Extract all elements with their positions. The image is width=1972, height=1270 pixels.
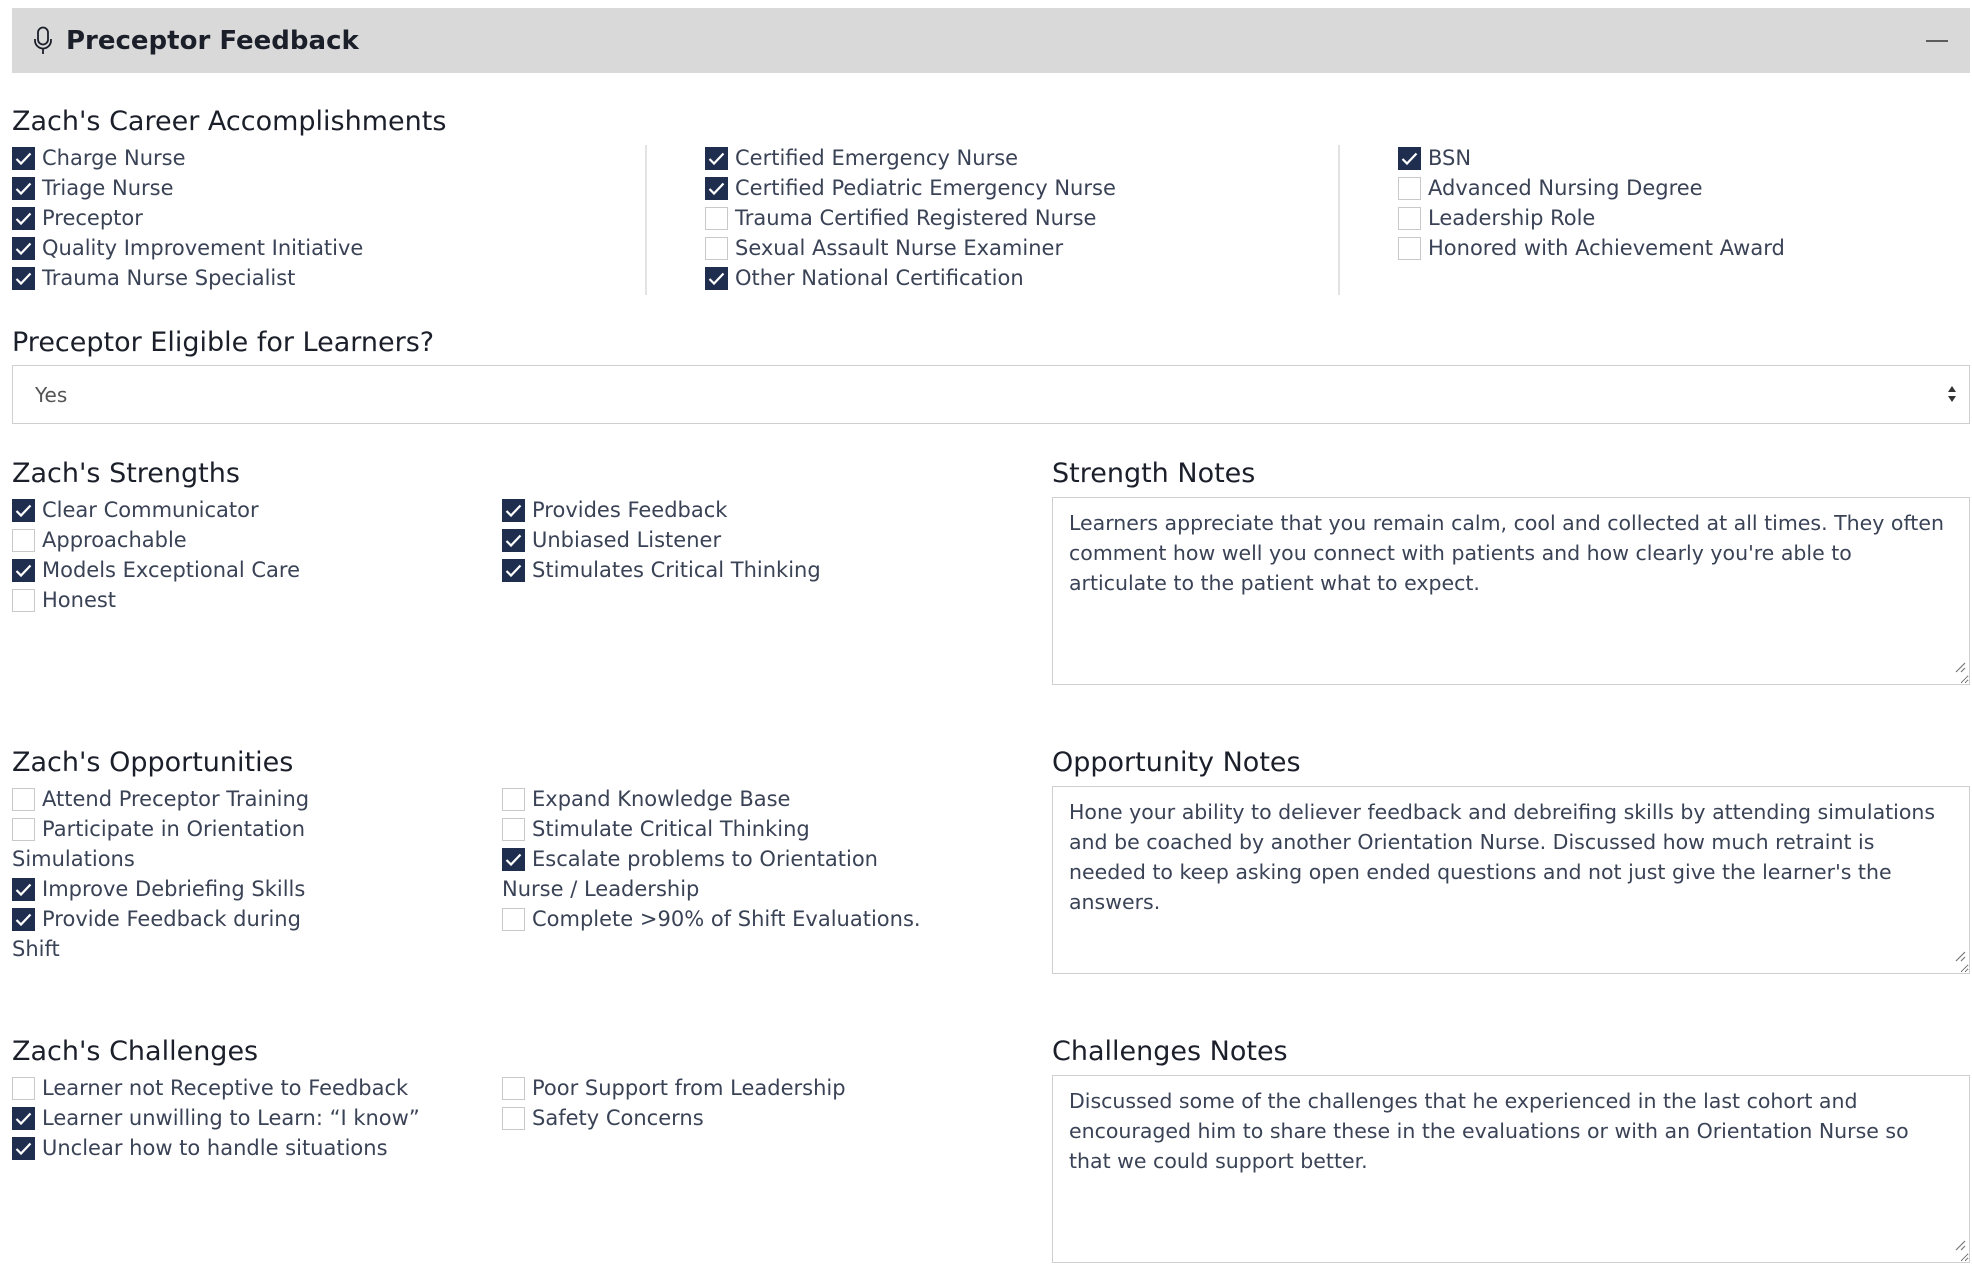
checkbox-item[interactable] [12,495,300,525]
checkbox-checked[interactable] [12,207,35,230]
checkbox-unchecked[interactable] [12,788,35,811]
accomplishments-column-2 [705,143,1116,293]
checkbox-item[interactable] [12,143,363,173]
checkbox-item[interactable] [502,555,821,585]
checkbox-checked[interactable] [705,147,728,170]
checkbox-label: Leadership Role [1428,206,1596,230]
checkbox-checked[interactable] [12,908,35,931]
check-icon [15,182,32,196]
eligible-select-value: Yes [35,382,68,407]
check-icon [15,1112,32,1126]
checkbox-label: Honest [42,588,117,612]
checkbox-unchecked[interactable] [502,908,525,931]
checkbox-item[interactable] [705,143,1116,173]
checkbox-checked[interactable] [12,147,35,170]
checkbox-item[interactable] [1398,173,1785,203]
checkbox-checked[interactable] [12,1107,35,1130]
checkbox-label: Unclear how to handle situations [42,1136,388,1160]
microphone-icon [30,24,56,58]
select-arrows-icon [1947,384,1957,409]
check-icon [15,242,32,256]
eligible-heading: Preceptor Eligible for Learners? [12,327,435,358]
checkbox-unchecked[interactable] [502,818,525,841]
checkbox-label: Unbiased Listener [532,528,722,552]
checkbox-checked[interactable] [12,559,35,582]
strengths-column-2 [502,495,821,585]
opportunity-notes-text: Hone your ability to deliever feedback and debreifing skills by attending simulations and be coached by another Orientation Nurse. Discussed how much retraint is needed to keep asking open ended questions and not just give the learner's the answers. [1069,800,1936,914]
checkbox-label: Provide Feedback during Shift [12,907,301,961]
checkbox-label: Certified Emergency Nurse [735,146,1019,170]
checkbox-label: Clear Communicator [42,498,259,522]
checkbox-item[interactable] [705,233,1116,263]
checkbox-item[interactable] [12,1133,420,1163]
check-icon [15,272,32,286]
checkbox-label: Stimulates Critical Thinking [532,558,821,582]
check-icon [15,913,32,927]
checkbox-label: Escalate problems to Orientation Nurse / Leadership [502,847,878,901]
checkbox-item[interactable] [12,904,332,964]
challenges-notes-textarea[interactable] [1052,1075,1970,1263]
check-icon [708,272,725,286]
challenges-column-2 [502,1073,846,1133]
column-divider [1338,145,1340,295]
checkbox-item[interactable] [12,233,363,263]
checkbox-checked[interactable] [705,267,728,290]
opportunities-heading: Zach's Opportunities [12,747,294,778]
checkbox-checked[interactable] [705,177,728,200]
checkbox-label: Improve Debriefing Skills [42,877,306,901]
checkbox-item[interactable] [502,525,821,555]
checkbox-label: Charge Nurse [42,146,186,170]
strength-notes-heading: Strength Notes [1052,458,1256,489]
checkbox-label: Trauma Nurse Specialist [42,266,296,290]
accomplishments-column-3 [1398,143,1785,263]
checkbox-label: Stimulate Critical Thinking [532,817,810,841]
checkbox-checked[interactable] [1398,147,1421,170]
accomplishments-column-1 [12,143,363,293]
checkbox-unchecked[interactable] [705,207,728,230]
checkbox-item[interactable] [12,784,332,814]
checkbox-checked[interactable] [502,499,525,522]
checkbox-label: Triage Nurse [42,176,174,200]
checkbox-item[interactable] [1398,233,1785,263]
checkbox-checked[interactable] [12,267,35,290]
resize-grip-icon[interactable] [1954,1229,1966,1259]
resize-grip-icon[interactable] [1954,940,1966,970]
column-divider [645,145,647,295]
checkbox-label: Quality Improvement Initiative [42,236,364,260]
checkbox-item[interactable] [502,844,942,904]
checkbox-label: Trauma Certified Registered Nurse [735,206,1097,230]
checkbox-label: Sexual Assault Nurse Examiner [735,236,1064,260]
check-icon [15,152,32,166]
check-icon [1401,152,1418,166]
checkbox-unchecked[interactable] [1398,237,1421,260]
checkbox-unchecked[interactable] [502,788,525,811]
checkbox-unchecked[interactable] [1398,207,1421,230]
checkbox-item[interactable] [12,525,300,555]
check-icon [15,564,32,578]
checkbox-item[interactable] [12,173,363,203]
check-icon [708,182,725,196]
resize-grip-icon[interactable] [1954,651,1966,681]
checkbox-label: Attend Preceptor Training [42,787,310,811]
checkbox-item[interactable] [12,814,332,874]
strengths-column-1 [12,495,300,615]
challenges-notes-text: Discussed some of the challenges that he experienced in the last cohort and encouraged him to share these in the evaluations or with an Orientation Nurse so that we could support better. [1069,1089,1909,1173]
strength-notes-textarea[interactable] [1052,497,1970,685]
panel-header[interactable] [12,8,1970,73]
checkbox-label: Complete >90% of Shift Evaluations. [532,907,921,931]
checkbox-label: Learner unwilling to Learn: “I know” [42,1106,420,1130]
checkbox-label: Approachable [42,528,187,552]
checkbox-checked[interactable] [12,177,35,200]
checkbox-label: Poor Support from Leadership [532,1076,846,1100]
accomplishments-heading: Zach's Career Accomplishments [12,106,447,137]
checkbox-item[interactable] [705,263,1116,293]
checkbox-item[interactable] [502,495,821,525]
checkbox-label: Preceptor [42,206,143,230]
checkbox-unchecked[interactable] [12,589,35,612]
checkbox-item[interactable] [12,874,332,904]
checkbox-checked[interactable] [12,1137,35,1160]
check-icon [708,152,725,166]
checkbox-item[interactable] [705,173,1116,203]
checkbox-label: Safety Concerns [532,1106,704,1130]
checkbox-unchecked[interactable] [502,1107,525,1130]
checkbox-item[interactable] [12,203,363,233]
checkbox-checked[interactable] [502,559,525,582]
checkbox-item[interactable] [12,1103,420,1133]
checkbox-item[interactable] [12,585,300,615]
check-icon [15,883,32,897]
checkbox-item[interactable] [12,555,300,585]
check-icon [505,564,522,578]
checkbox-checked[interactable] [12,499,35,522]
strengths-heading: Zach's Strengths [12,458,240,489]
checkbox-item[interactable] [502,1103,846,1133]
checkbox-item[interactable] [705,203,1116,233]
checkbox-label: Participate in Orientation Simulations [12,817,306,871]
checkbox-label: Provides Feedback [532,498,728,522]
check-icon [505,534,522,548]
checkbox-unchecked[interactable] [1398,177,1421,200]
check-icon [15,1142,32,1156]
checkbox-label: Expand Knowledge Base [532,787,791,811]
challenges-heading: Zach's Challenges [12,1036,259,1067]
checkbox-item[interactable] [502,904,942,934]
checkbox-unchecked[interactable] [12,818,35,841]
checkbox-unchecked[interactable] [12,1077,35,1100]
check-icon [505,504,522,518]
checkbox-item[interactable] [12,263,363,293]
opportunity-notes-textarea[interactable] [1052,786,1970,974]
challenges-notes-heading: Challenges Notes [1052,1036,1288,1067]
checkbox-item[interactable] [502,814,942,844]
checkbox-label: Certified Pediatric Emergency Nurse [735,176,1116,200]
checkbox-checked[interactable] [12,237,35,260]
checkbox-checked[interactable] [502,529,525,552]
opportunities-column-1 [12,784,332,964]
checkbox-item[interactable] [502,784,942,814]
checkbox-unchecked[interactable] [705,237,728,260]
check-icon [505,853,522,867]
checkbox-label: Advanced Nursing Degree [1428,176,1703,200]
minus-icon[interactable] [1922,26,1952,56]
checkbox-item[interactable] [12,1073,420,1103]
check-icon [15,504,32,518]
checkbox-checked[interactable] [502,848,525,871]
checkbox-unchecked[interactable] [12,529,35,552]
checkbox-label: Other National Certification [735,266,1024,290]
opportunities-column-2 [502,784,942,934]
eligible-select[interactable] [12,365,1970,424]
challenges-column-1 [12,1073,420,1163]
checkbox-label: BSN [1428,146,1472,170]
checkbox-item[interactable] [1398,203,1785,233]
checkbox-label: Learner not Receptive to Feedback [42,1076,409,1100]
panel-title: Preceptor Feedback [66,25,359,56]
check-icon [15,212,32,226]
checkbox-item[interactable] [502,1073,846,1103]
checkbox-label: Models Exceptional Care [42,558,301,582]
checkbox-checked[interactable] [12,878,35,901]
checkbox-item[interactable] [1398,143,1785,173]
opportunity-notes-heading: Opportunity Notes [1052,747,1301,778]
checkbox-unchecked[interactable] [502,1077,525,1100]
strength-notes-text: Learners appreciate that you remain calm, cool and collected at all times. They often comment how well you connect with patients and how clearly you're able to articulate to the patient what to expect. [1069,511,1944,595]
checkbox-label: Honored with Achievement Award [1428,236,1785,260]
